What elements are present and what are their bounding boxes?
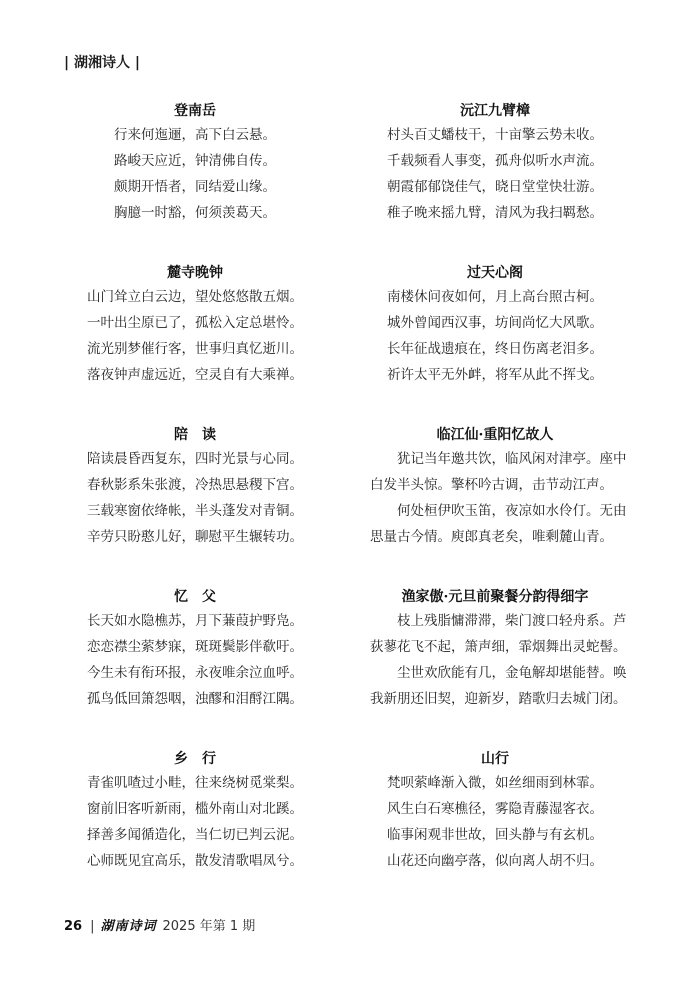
poem bbox=[70, 424, 320, 586]
poem-line: 窗前旧客听新雨，槛外南山对北蹊。 bbox=[87, 801, 303, 817]
poem-line: 陪读晨昏西复东，四时光景与心同。 bbox=[87, 451, 303, 467]
poem bbox=[370, 586, 627, 748]
page-number: 26 bbox=[64, 919, 83, 934]
poem-line: 风生白石寒樵径，雾隐青藤湿客衣。 bbox=[387, 801, 603, 817]
poem-line: 今生未有衔环报，永夜唯余泣血呼。 bbox=[87, 665, 303, 681]
poem-title: 过天心阁 bbox=[467, 265, 523, 281]
poem-line: 稚子晚来摇九臂，清风为我扫羁愁。 bbox=[387, 205, 603, 221]
poem-line: 荻蓼花飞不起，箫声细，霏烟舞出灵蛇髻。 bbox=[370, 639, 627, 655]
poem-line: 择善多闻循造化，当仁切已判云泥。 bbox=[87, 827, 303, 843]
poem-line: 村头百丈蟠枝干，十亩擎云势未收。 bbox=[387, 127, 603, 143]
poem-line: 长年征战遗痕在，终日伤离老泪多。 bbox=[387, 341, 603, 357]
poem-title: 登南岳 bbox=[174, 103, 216, 119]
poem-title: 临江仙·重阳忆故人 bbox=[436, 427, 554, 443]
poem-line: 思量古今情。庾郎真老矣，唯剩麓山青。 bbox=[370, 529, 613, 545]
poem-line: 三载寒窗依绛帐，半头蓬发对青铜。 bbox=[87, 503, 303, 519]
poem-line: 千载频看人事变，孤舟似听水声流。 bbox=[387, 153, 603, 169]
poem-title: 渔家傲·元旦前聚餐分韵得细字 bbox=[401, 589, 589, 605]
poem-line: 胸臆一时豁，何须羡葛天。 bbox=[114, 205, 276, 221]
issue-label: 2025 年第 1 期 bbox=[162, 919, 256, 934]
poem-line: 白发半头惊。擎杯吟古调，击节动江声。 bbox=[370, 477, 613, 493]
poem-title: 陪 读 bbox=[174, 427, 216, 443]
left-column bbox=[70, 100, 320, 910]
poem-line: 梵呗萦峰渐入微，如丝细雨到林霏。 bbox=[387, 775, 603, 791]
poem-line: 何处桓伊吹玉笛，夜凉如水伶仃。无由 bbox=[397, 503, 627, 519]
poem-line: 孤鸟低回箫怨咽，浊醪和泪酹江隅。 bbox=[87, 691, 303, 707]
poem-title: 沅江九臂樟 bbox=[460, 103, 530, 119]
poem-line: 颇期开悟者，同结爱山缘。 bbox=[114, 179, 276, 195]
poem-line: 青雀叽喳过小畦，往来绕树觅棠梨。 bbox=[87, 775, 303, 791]
poem-line: 城外曾闻西汉事，坊间尚忆大风歌。 bbox=[387, 315, 603, 331]
poem-line: 山门耸立白云边，望处悠悠散五烟。 bbox=[87, 289, 303, 305]
poem bbox=[70, 586, 320, 748]
poem-line: 祈许太平无外衅，将军从此不挥戈。 bbox=[387, 367, 603, 383]
poem-line: 一叶出尘原已了，孤松入定总堪怜。 bbox=[87, 315, 303, 331]
poem-line: 路峻天应近，钟清佛自传。 bbox=[114, 153, 276, 169]
section-header-label: | 湖湘诗人 | bbox=[64, 55, 140, 71]
poem bbox=[370, 100, 620, 262]
poem-line: 恋恋襟尘萦梦寐，斑斑鬓影伴欷吁。 bbox=[87, 639, 303, 655]
poem-line: 枝上残脂慵滞滞，柴门渡口轻舟系。芦 bbox=[397, 613, 627, 629]
poem-line: 心师既见宜高乐，散发清歌唱凤兮。 bbox=[87, 853, 303, 869]
poem-line: 春秋影系朱张渡，冷热思悬稷下宫。 bbox=[87, 477, 303, 493]
poem-line: 长天如水隐樵苏，月下蒹葭护野凫。 bbox=[87, 613, 303, 629]
poem-line: 落夜钟声虚远近，空灵自有大乘禅。 bbox=[87, 367, 303, 383]
poem-line: 流光别梦催行客，世事归真忆逝川。 bbox=[87, 341, 303, 357]
footer-separator: | bbox=[90, 919, 95, 934]
page-footer bbox=[64, 915, 255, 934]
poem-line: 犹记当年邀共饮，临风闲对津亭。座中 bbox=[397, 451, 627, 467]
poem-line: 山花还向幽亭落，似向离人胡不归。 bbox=[387, 853, 603, 869]
right-column bbox=[370, 100, 627, 910]
poem-line: 辛劳只盼憨儿好，聊慰平生辗转功。 bbox=[87, 529, 303, 545]
poem bbox=[70, 748, 320, 910]
poem bbox=[370, 424, 627, 586]
poem bbox=[70, 100, 320, 262]
poem-line: 我新朋还旧契，迎新岁，踏歌归去城门闭。 bbox=[370, 691, 627, 707]
poem-line: 行来何迤逦，高下白云悬。 bbox=[114, 127, 276, 143]
poem bbox=[70, 262, 320, 424]
poem-title: 麓寺晚钟 bbox=[167, 265, 223, 281]
poem bbox=[370, 262, 620, 424]
poem-line: 朝霞郁郁饶佳气，晓日堂堂快壮游。 bbox=[387, 179, 603, 195]
poem-line: 尘世欢欣能有几，金龟解却堪能替。唤 bbox=[397, 665, 627, 681]
poem-line: 南楼休问夜如何，月上高台照古柯。 bbox=[387, 289, 603, 305]
poem-line: 临事闲观非世故，回头静与有玄机。 bbox=[387, 827, 603, 843]
poem-title: 乡 行 bbox=[174, 751, 216, 767]
magazine-title: 湖南诗词 bbox=[100, 919, 157, 934]
poem-title: 山行 bbox=[481, 751, 509, 767]
poem bbox=[370, 748, 620, 910]
poem-title: 忆 父 bbox=[174, 589, 216, 605]
